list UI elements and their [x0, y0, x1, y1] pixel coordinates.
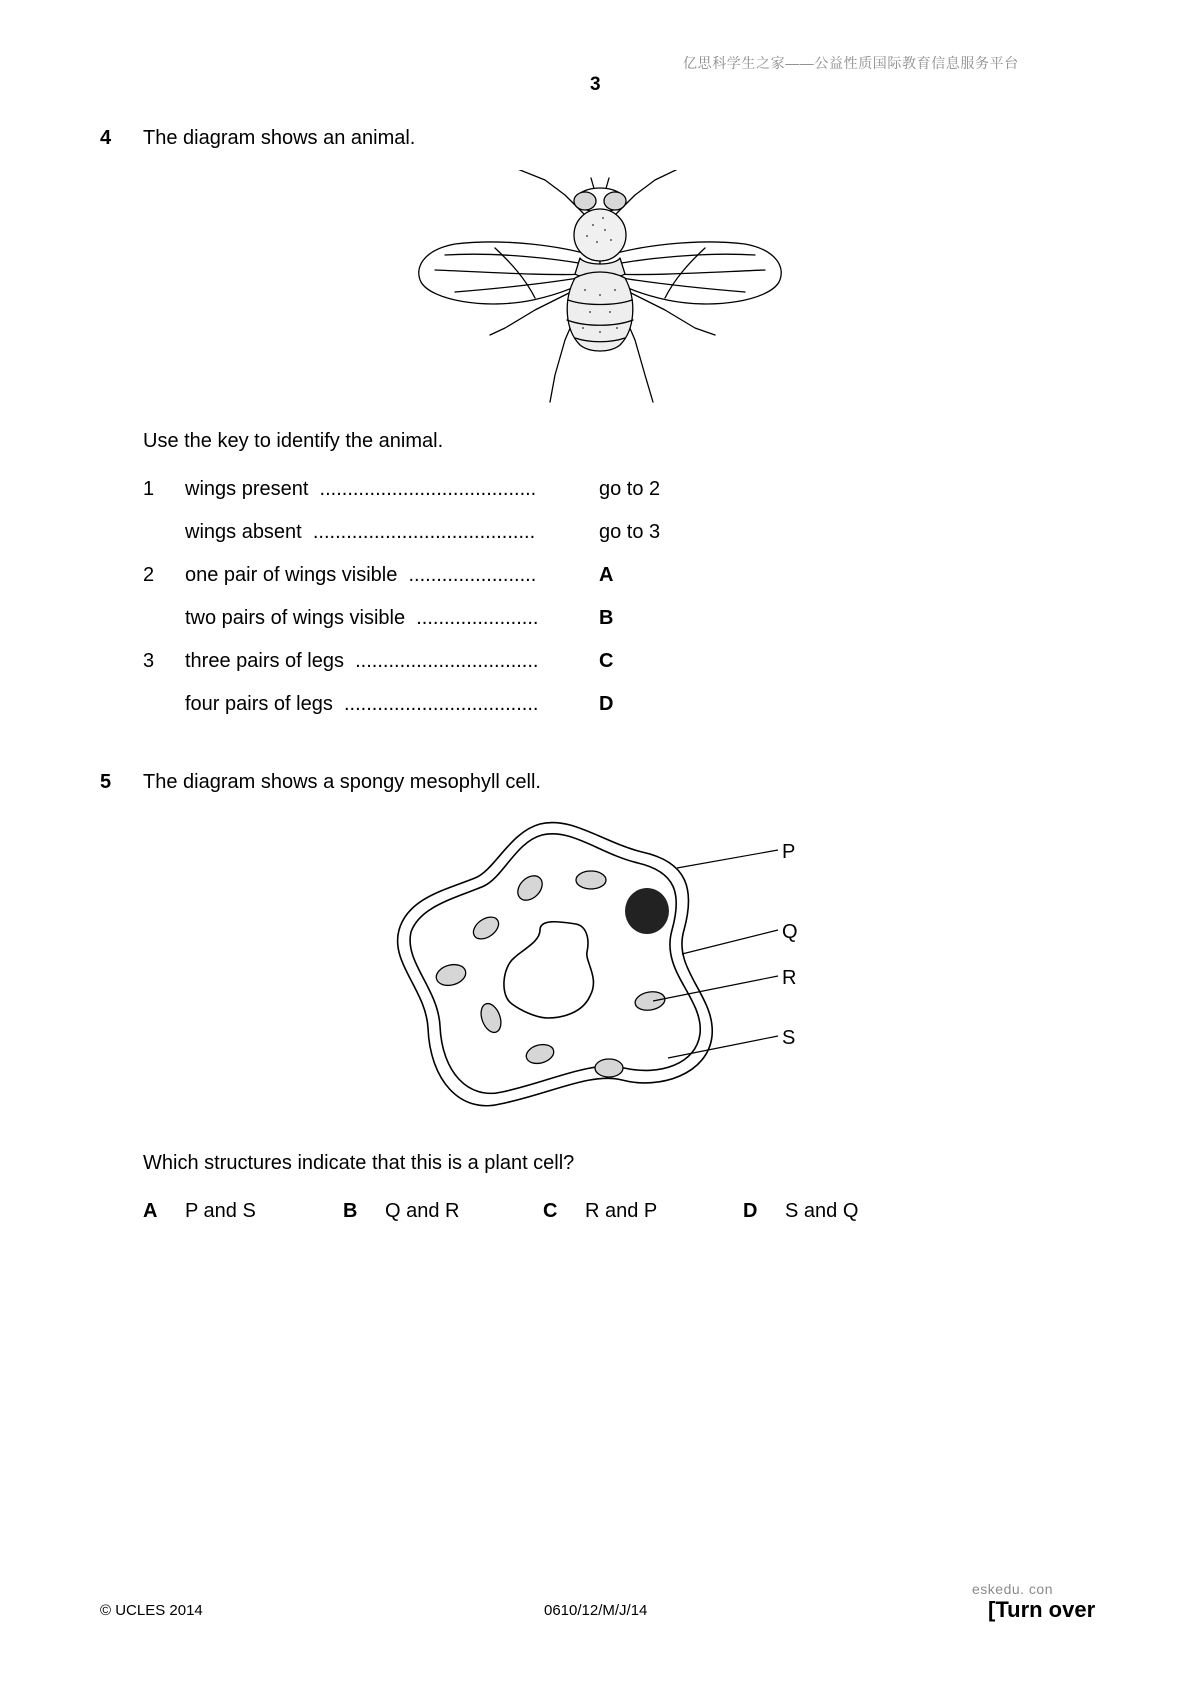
key-result: D [599, 693, 614, 715]
option-b-text: Q and R [385, 1200, 460, 1222]
page-number: 3 [590, 74, 601, 95]
option-d-text: S and Q [785, 1200, 859, 1222]
key-result: go to 3 [599, 521, 661, 543]
key-row [143, 521, 703, 549]
key-description: four pairs of legs ................................... [185, 693, 539, 715]
key-result: go to 2 [599, 478, 661, 500]
option-d-letter: D [743, 1200, 758, 1222]
key-number: 3 [143, 650, 155, 672]
key-number: 2 [143, 564, 155, 586]
key-instruction: Use the key to identify the animal. [143, 430, 444, 452]
key-result: C [599, 650, 614, 672]
label-r: R [782, 967, 797, 989]
question-5-number: 5 [100, 771, 112, 793]
key-result: B [599, 607, 614, 629]
nucleus [625, 888, 669, 934]
label-s: S [782, 1027, 796, 1049]
key-description: wings absent ........................................ [185, 521, 536, 543]
option-c-text: R and P [585, 1200, 658, 1222]
key-row [143, 478, 703, 506]
key-description: one pair of wings visible ....................... [185, 564, 537, 586]
header-watermark: 亿思科学生之家——公益性质国际教育信息服务平台 [683, 55, 1019, 71]
key-result: A [599, 564, 614, 586]
answer-options [143, 1200, 903, 1230]
key-description: two pairs of wings visible ...................... [185, 607, 539, 629]
key-row [143, 650, 703, 678]
option-a-text: P and S [185, 1200, 256, 1222]
cell-diagram [390, 818, 820, 1128]
footer-watermark: eskedu. con [972, 1581, 1053, 1597]
key-number: 1 [143, 478, 155, 500]
question-5-text: The diagram shows a spongy mesophyll cell. [143, 771, 541, 793]
key-description: wings present ....................................... [185, 478, 537, 500]
footer-copyright: © UCLES 2014 [100, 1602, 203, 1619]
label-q: Q [782, 921, 798, 943]
key-row [143, 693, 703, 721]
insect-diagram [415, 170, 785, 410]
turn-over-label: [Turn over [988, 1597, 1096, 1622]
key-row [143, 607, 703, 635]
option-c-letter: C [543, 1200, 558, 1222]
question-4-text: The diagram shows an animal. [143, 127, 416, 149]
option-b-letter: B [343, 1200, 358, 1222]
key-description: three pairs of legs ................................. [185, 650, 539, 672]
key-row [143, 564, 703, 592]
footer-paper-code: 0610/12/M/J/14 [544, 1602, 648, 1619]
question-4-number: 4 [100, 127, 112, 149]
label-p: P [782, 841, 796, 863]
question-5-prompt: Which structures indicate that this is a plant cell? [143, 1152, 575, 1174]
option-a-letter: A [143, 1200, 158, 1222]
